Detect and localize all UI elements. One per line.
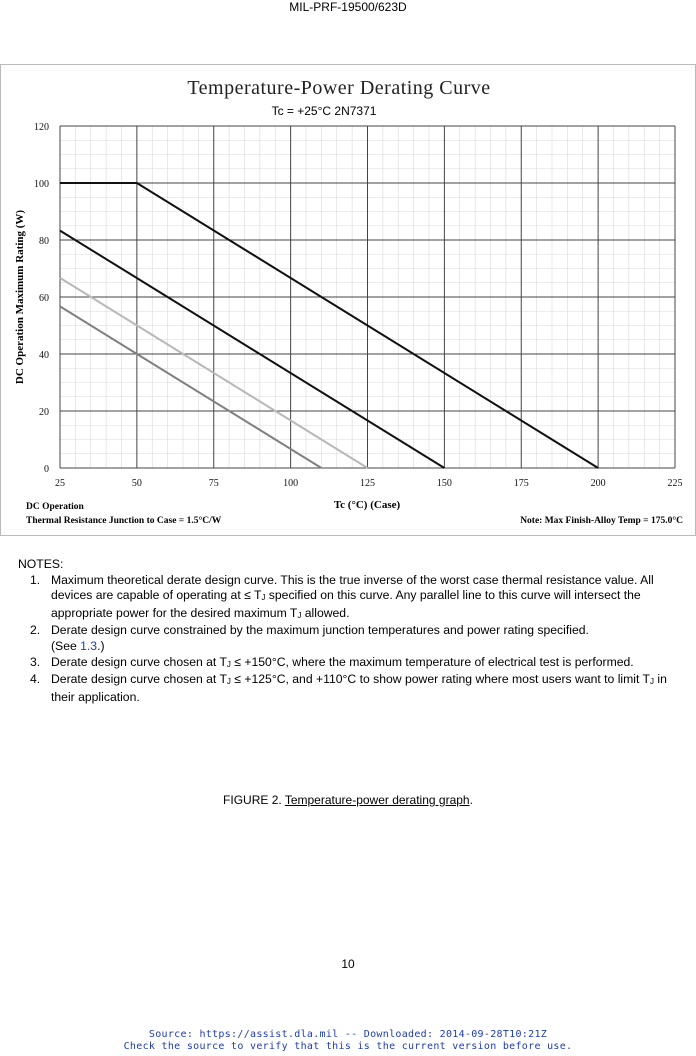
chart-ticks bbox=[34, 122, 683, 489]
x-tick-label: 175 bbox=[513, 478, 529, 489]
chart-grid bbox=[60, 126, 675, 468]
note-number: 3. bbox=[30, 654, 41, 669]
note-3: 3. Derate design curve chosen at TJ ≤ +150°C, where the maximum temperature of electrical test is performed. bbox=[30, 654, 634, 669]
note-number: 1. bbox=[30, 572, 41, 587]
series-line bbox=[60, 231, 444, 468]
caption-title: Temperature-power derating graph bbox=[284, 793, 470, 807]
figure-caption: FIGURE 2. Temperature-power derating graph. bbox=[223, 793, 473, 807]
y-tick-label: 20 bbox=[39, 407, 49, 418]
derating-chart bbox=[1, 65, 695, 535]
x-tick-label: 125 bbox=[360, 478, 375, 489]
chart-title: Temperature-Power Derating Curve bbox=[187, 77, 491, 99]
section-link[interactable]: 1.3 bbox=[80, 638, 98, 653]
verify-line: Check the source to verify that this is the current version before use. bbox=[123, 1041, 573, 1052]
y-tick-label: 120 bbox=[34, 122, 49, 133]
y-axis-label: DC Operation Maximum Rating (W) bbox=[14, 209, 26, 385]
note-1: 1. Maximum theoretical derate design curve. This is the true inverse of the worst case thermal resistance value. All devices are capable of operating at ≤ TJ specified on this curve. Any parallel line to this curve will intersect the appropriate power for the desired maximum TJ allowed. bbox=[30, 572, 654, 620]
x-tick-label: 150 bbox=[436, 478, 452, 489]
footer-thermal-resistance: Thermal Resistance Junction to Case = 1.5°C/W bbox=[26, 516, 222, 526]
note-4: 4. Derate design curve chosen at TJ ≤ +125°C, and +110°C to show power rating where most users want to limit TJ in their application. bbox=[30, 672, 667, 704]
document-header: MIL-PRF-19500/623D bbox=[289, 0, 407, 14]
y-tick-label: 100 bbox=[34, 179, 49, 190]
x-tick-label: 225 bbox=[667, 478, 683, 489]
notes-heading: NOTES: bbox=[18, 557, 64, 571]
note-number: 2. bbox=[30, 623, 41, 638]
y-tick-label: 40 bbox=[39, 350, 49, 361]
note-number: 4. bbox=[30, 672, 41, 687]
x-axis-label: Tc (°C) (Case) bbox=[333, 499, 401, 511]
x-tick-label: 75 bbox=[208, 478, 219, 489]
source-footer bbox=[0, 1029, 696, 1053]
page-number: 10 bbox=[341, 957, 355, 971]
x-tick-label: 200 bbox=[590, 478, 606, 489]
x-tick-label: 50 bbox=[131, 478, 142, 489]
y-tick-label: 80 bbox=[39, 236, 49, 247]
series-line bbox=[60, 306, 321, 468]
x-tick-label: 25 bbox=[55, 478, 65, 489]
x-tick-label: 100 bbox=[283, 478, 299, 489]
note-2: 2. Derate design curve constrained by the maximum junction temperatures and power rating specified. (See 1.3.) bbox=[30, 623, 589, 653]
footer-max-temp-note: Note: Max Finish-Alloy Temp = 175.0°C bbox=[520, 516, 683, 526]
source-line: Source: https://assist.dla.mil -- Downloaded: 2014-09-28T10:21Z bbox=[148, 1029, 548, 1040]
footer-dc-operation: DC Operation bbox=[26, 502, 84, 512]
notes-section bbox=[18, 557, 686, 705]
y-tick-label: 60 bbox=[39, 293, 49, 304]
chart-subtitle: Tc = +25°C 2N7371 bbox=[271, 104, 377, 118]
y-tick-label: 0 bbox=[44, 464, 49, 475]
derating-figure bbox=[0, 64, 696, 536]
